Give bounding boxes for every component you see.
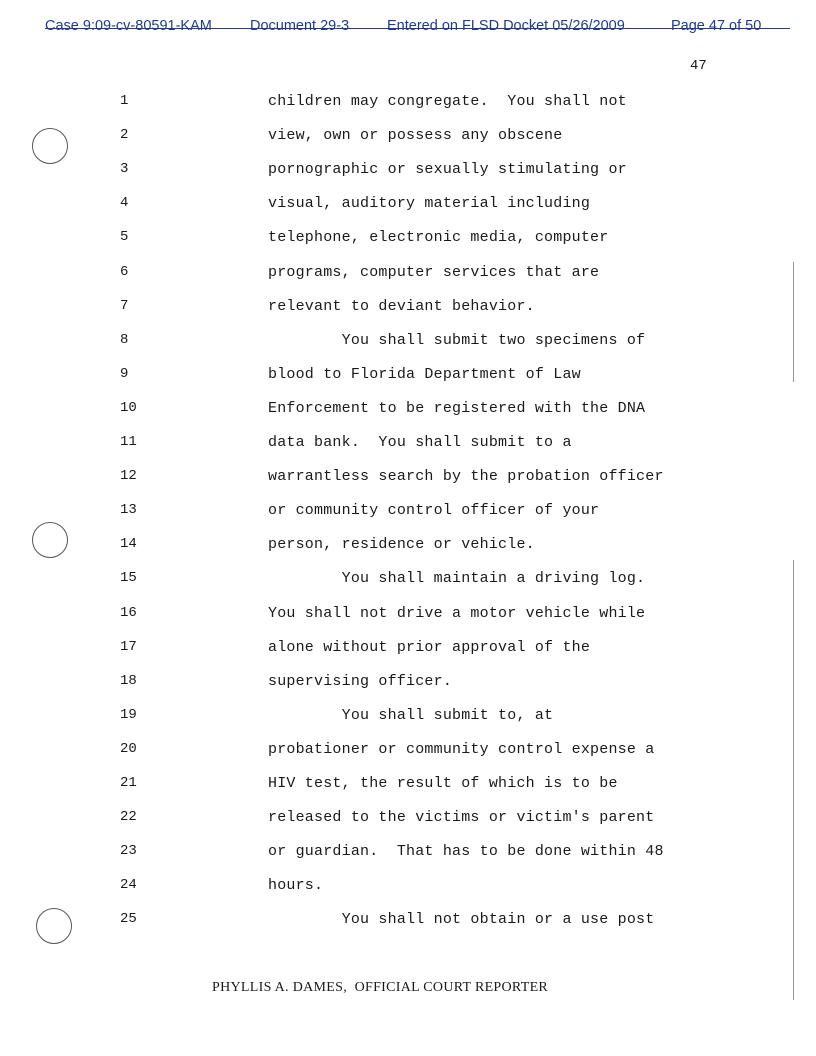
line-text: person, residence or vehicle. [268,536,535,554]
line-number: 5 [120,229,129,246]
line-text: You shall submit to, at [268,706,554,724]
line-text: blood to Florida Department of Law [268,365,581,383]
page-number: 47 [690,58,707,74]
line-number: 8 [120,331,129,348]
punch-hole-bottom [36,908,72,944]
line-text: warrantless search by the probation officer [268,468,664,486]
line-text: visual, auditory material including [268,195,591,213]
line-number: 10 [120,399,137,416]
line-text: telephone, electronic media, computer [268,229,609,247]
line-text: You shall maintain a driving log. [268,570,646,588]
line-text: You shall not drive a motor vehicle while [268,604,646,622]
line-number: 25 [120,911,137,928]
line-text: hours. [268,877,324,895]
line-text: You shall submit two specimens of [268,331,646,349]
line-number: 23 [120,843,137,860]
line-text: supervising officer. [268,672,453,690]
line-number: 12 [120,468,137,485]
line-number: 19 [120,706,137,723]
header-page: Page 47 of 50 [671,18,762,34]
line-text: probationer or community control expense a [268,740,655,758]
line-number: 9 [120,365,129,382]
line-number: 2 [120,127,129,144]
line-number: 22 [120,809,137,826]
scan-edge-mark [793,560,794,1000]
line-text: children may congregate. You shall not [268,93,627,110]
punch-hole-top [32,128,68,164]
line-text: alone without prior approval of the [268,638,591,656]
line-number: 21 [120,775,137,791]
line-number: 3 [120,161,129,178]
line-text: or guardian. That has to be done within 48 [268,843,664,861]
line-text: You shall not obtain or a use post [268,911,655,929]
line-text: Enforcement to be registered with the DNA [268,399,646,417]
line-number: 18 [120,672,137,689]
court-reporter-footer: PHYLLIS A. DAMES, OFFICIAL COURT REPORTER [212,980,549,995]
docket-header [45,18,790,36]
line-number: 15 [120,570,137,587]
header-document: Document 29-3 [250,18,350,34]
line-number: 7 [120,297,129,314]
punch-hole-middle [32,522,68,558]
header-case-number: Case 9:09-cv-80591-KAM [45,18,212,34]
line-text: programs, computer services that are [268,263,600,281]
line-number: 6 [120,263,129,280]
line-text: or community control officer of your [268,502,600,520]
line-number: 24 [120,877,137,894]
header-entered: Entered on FLSD Docket 05/26/2009 [387,18,625,34]
line-number: 13 [120,502,137,519]
line-text: pornographic or sexually stimulating or [268,161,627,179]
line-text: data bank. You shall submit to a [268,434,572,451]
line-text: view, own or possess any obscene [268,127,563,145]
line-number: 1 [120,93,129,109]
line-number: 11 [120,434,137,450]
line-number: 16 [120,604,137,621]
line-text: released to the victims or victim's parent [268,809,655,827]
line-number: 4 [120,195,129,212]
line-text: HIV test, the result of which is to be [268,775,618,792]
scan-edge-mark [793,262,794,382]
line-number: 17 [120,638,137,655]
line-number: 20 [120,740,137,757]
line-text: relevant to deviant behavior. [268,297,535,315]
line-number: 14 [120,536,137,553]
